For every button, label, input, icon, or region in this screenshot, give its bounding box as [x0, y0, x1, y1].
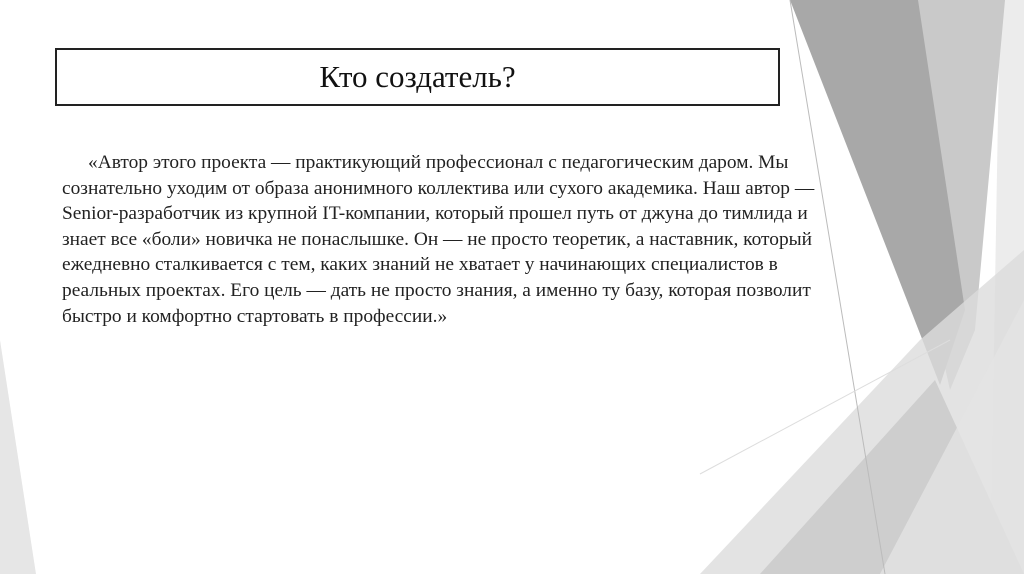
slide-body-text: «Автор этого проекта — практикующий профессионал с педагогическим даром. Мы сознательно уходим от образа анонимного коллектива или сухого академика. Наш автор — Senior-разработчик из крупной IT-компании, который прошел путь от джуна до тимлида и знает все «боли» новичка не понаслышке. Он — не просто теоретик, а наставник, который ежедневно сталкивается с тем, каких знаний не хватает у начинающих специалистов в реальных проектах. Его цель — дать не просто знания, а именно ту базу, которая позволит быстро и комфортно стартовать в профессии.»: [62, 152, 815, 327]
title-box: [55, 48, 780, 106]
left-sliver-shape: [0, 340, 36, 574]
slide-title: Кто создатель?: [319, 59, 516, 94]
